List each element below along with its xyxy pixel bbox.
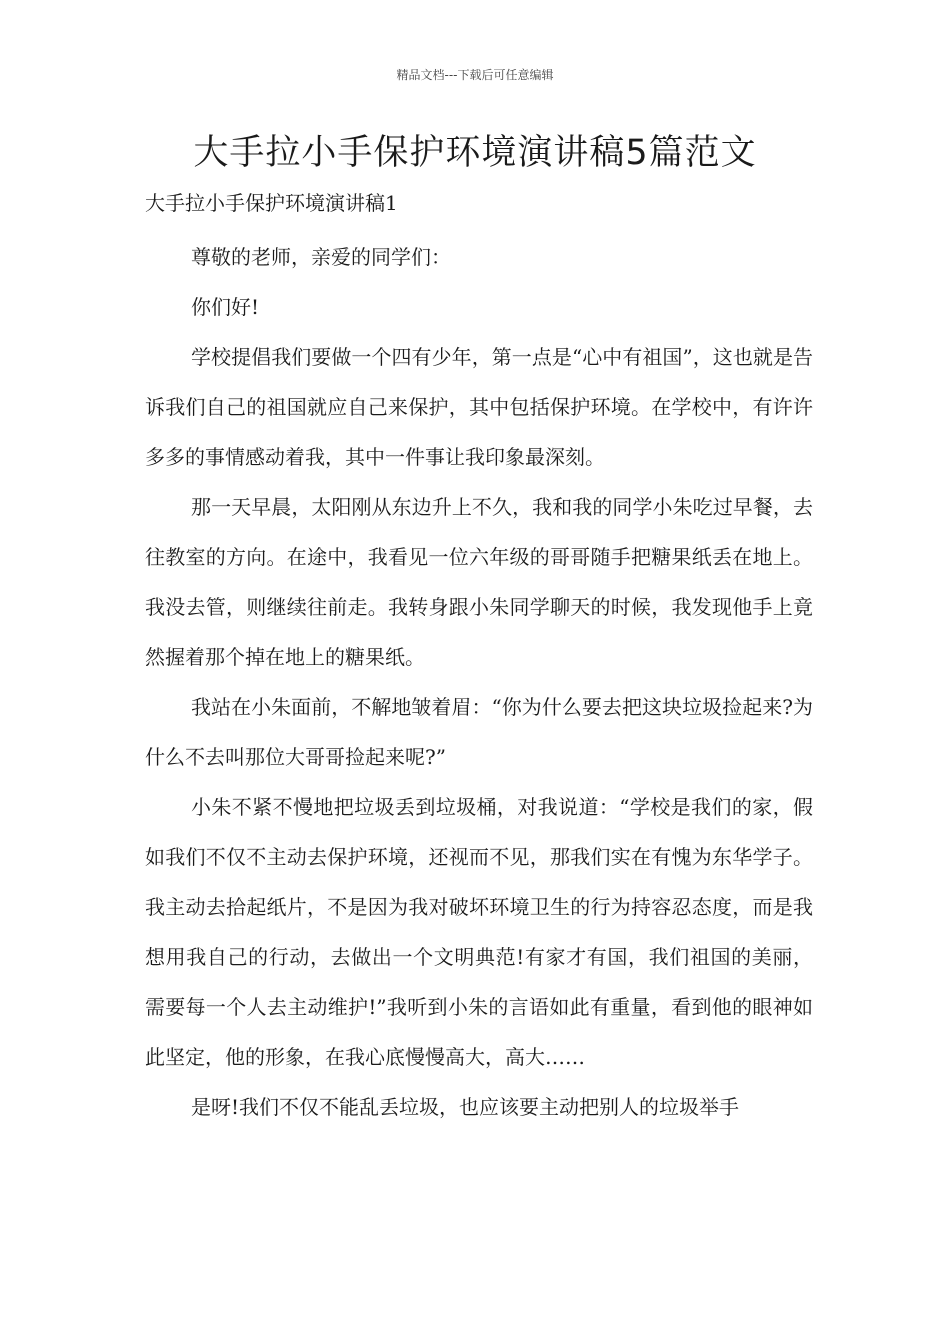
paragraph: 学校提倡我们要做一个四有少年，第一点是“心中有祖国”，这也就是告诉我们自己的祖国就应自己来保护，其中包括保护环境。在学校中，有许许多多的事情感动着我，其中一件事让我印象最深刻。 [145,345,813,469]
section-heading: 大手拉小手保护环境演讲稿1 [145,191,398,215]
paragraph-hello: 你们好! [191,295,260,319]
header-note: 精品文档---下载后可任意编辑 [396,68,554,82]
document-body [145,178,813,1132]
paragraph: 是呀!我们不仅不能乱丢垃圾，也应该要主动把别人的垃圾举手 [191,1095,740,1119]
document-title: 大手拉小手保护环境演讲稿5篇范文 [193,133,757,173]
paragraph: 小朱不紧不慢地把垃圾丢到垃圾桶，对我说道：“学校是我们的家，假如我们不仅不主动去保护环境，还视而不见，那我们实在有愧为东华学子。我主动去拾起纸片，不是因为我对破坏环境卫生的行为持容忍态度，而是我想用我自己的行动，去做出一个文明典范!有家才有国，我们祖国的美丽，需要每一个人去主动维护!”我听到小朱的言语如此有重量，看到他的眼神如此坚定，他的形象，在我心底慢慢高大，高大…… [145,795,813,1069]
paragraph: 我站在小朱面前，不解地皱着眉：“你为什么要去把这块垃圾捡起来?为什么不去叫那位大哥哥捡起来呢?” [145,695,813,769]
paragraph: 那一天早晨，太阳刚从东边升上不久，我和我的同学小朱吃过早餐，去往教室的方向。在途中，我看见一位六年级的哥哥随手把糖果纸丢在地上。我没去管，则继续往前走。我转身跟小朱同学聊天的时候，我发现他手上竟然握着那个掉在地上的糖果纸。 [145,495,813,669]
paragraph-greeting: 尊敬的老师，亲爱的同学们： [191,245,451,269]
